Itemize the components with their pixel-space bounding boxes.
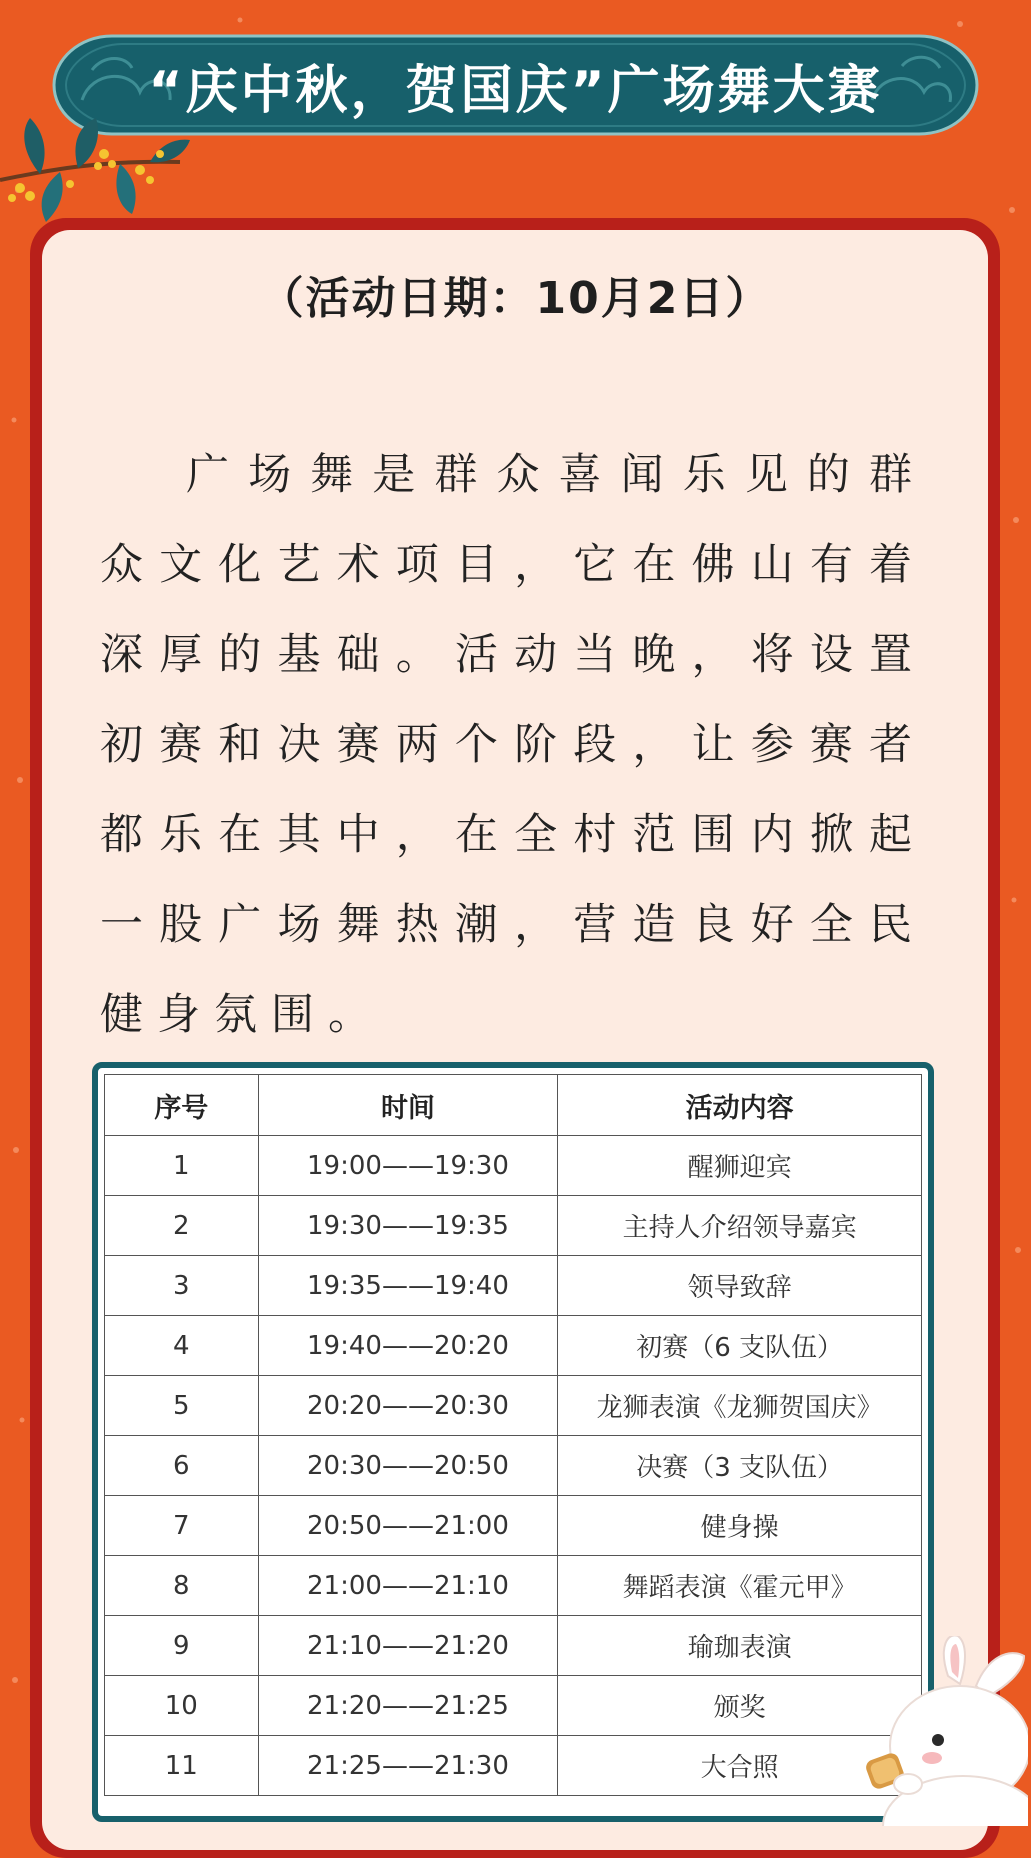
row-index: 2 (105, 1196, 259, 1256)
table-row (105, 1436, 922, 1496)
row-time: 19:00——19:30 (258, 1136, 558, 1196)
event-description: 广场舞是群众喜闻乐见的群众文化艺术项目，它在佛山有着深厚的基础。活动当晚，将设置初赛和决赛两个阶段，让参赛者都乐在其中，在全村范围内掀起一股广场舞热潮，营造良好全民健身氛围。 (100, 450, 926, 1040)
event-date: （活动日期：10月2日） (259, 273, 772, 324)
table-header-row (105, 1075, 922, 1136)
row-time: 21:20——21:25 (258, 1676, 558, 1736)
schedule-table-frame (92, 1062, 934, 1822)
row-activity: 主持人介绍领导嘉宾 (558, 1196, 922, 1256)
row-index: 1 (105, 1136, 259, 1196)
table-row (105, 1616, 922, 1676)
table-row (105, 1556, 922, 1616)
row-index: 9 (105, 1616, 259, 1676)
row-time: 21:10——21:20 (258, 1616, 558, 1676)
table-row (105, 1136, 922, 1196)
row-index: 8 (105, 1556, 259, 1616)
header-activity: 活动内容 (558, 1075, 922, 1136)
row-time: 20:20——20:30 (258, 1376, 558, 1436)
row-index: 4 (105, 1316, 259, 1376)
row-index: 5 (105, 1376, 259, 1436)
row-time: 19:35——19:40 (258, 1256, 558, 1316)
header-time: 时间 (258, 1075, 558, 1136)
row-time: 20:50——21:00 (258, 1496, 558, 1556)
rabbit-icon (828, 1636, 1028, 1826)
row-index: 7 (105, 1496, 259, 1556)
row-time: 20:30——20:50 (258, 1436, 558, 1496)
row-time: 21:00——21:10 (258, 1556, 558, 1616)
row-index: 6 (105, 1436, 259, 1496)
table-row (105, 1256, 922, 1316)
table-row (105, 1496, 922, 1556)
row-index: 10 (105, 1676, 259, 1736)
table-row (105, 1376, 922, 1436)
table-row (105, 1316, 922, 1376)
row-activity: 初赛（6 支队伍） (558, 1316, 922, 1376)
table-row (105, 1676, 922, 1736)
row-activity: 颁奖 (558, 1676, 922, 1736)
schedule-table (104, 1074, 922, 1796)
row-time: 19:40——20:20 (258, 1316, 558, 1376)
row-index: 11 (105, 1736, 259, 1796)
table-row (105, 1736, 922, 1796)
row-activity: 领导致辞 (558, 1256, 922, 1316)
row-activity: 醒狮迎宾 (558, 1136, 922, 1196)
row-time: 19:30——19:35 (258, 1196, 558, 1256)
osmanthus-branch-icon (0, 110, 200, 230)
row-activity: 大合照 (558, 1736, 922, 1796)
row-activity: 瑜珈表演 (558, 1616, 922, 1676)
table-row (105, 1196, 922, 1256)
row-index: 3 (105, 1256, 259, 1316)
row-activity: 决赛（3 支队伍） (558, 1436, 922, 1496)
header-index: 序号 (105, 1075, 259, 1136)
row-activity: 龙狮表演《龙狮贺国庆》 (558, 1376, 922, 1436)
row-activity: 健身操 (558, 1496, 922, 1556)
row-activity: 舞蹈表演《霍元甲》 (558, 1556, 922, 1616)
row-time: 21:25——21:30 (258, 1736, 558, 1796)
page-title: “庆中秋，贺国庆”广场舞大赛 (148, 60, 883, 121)
